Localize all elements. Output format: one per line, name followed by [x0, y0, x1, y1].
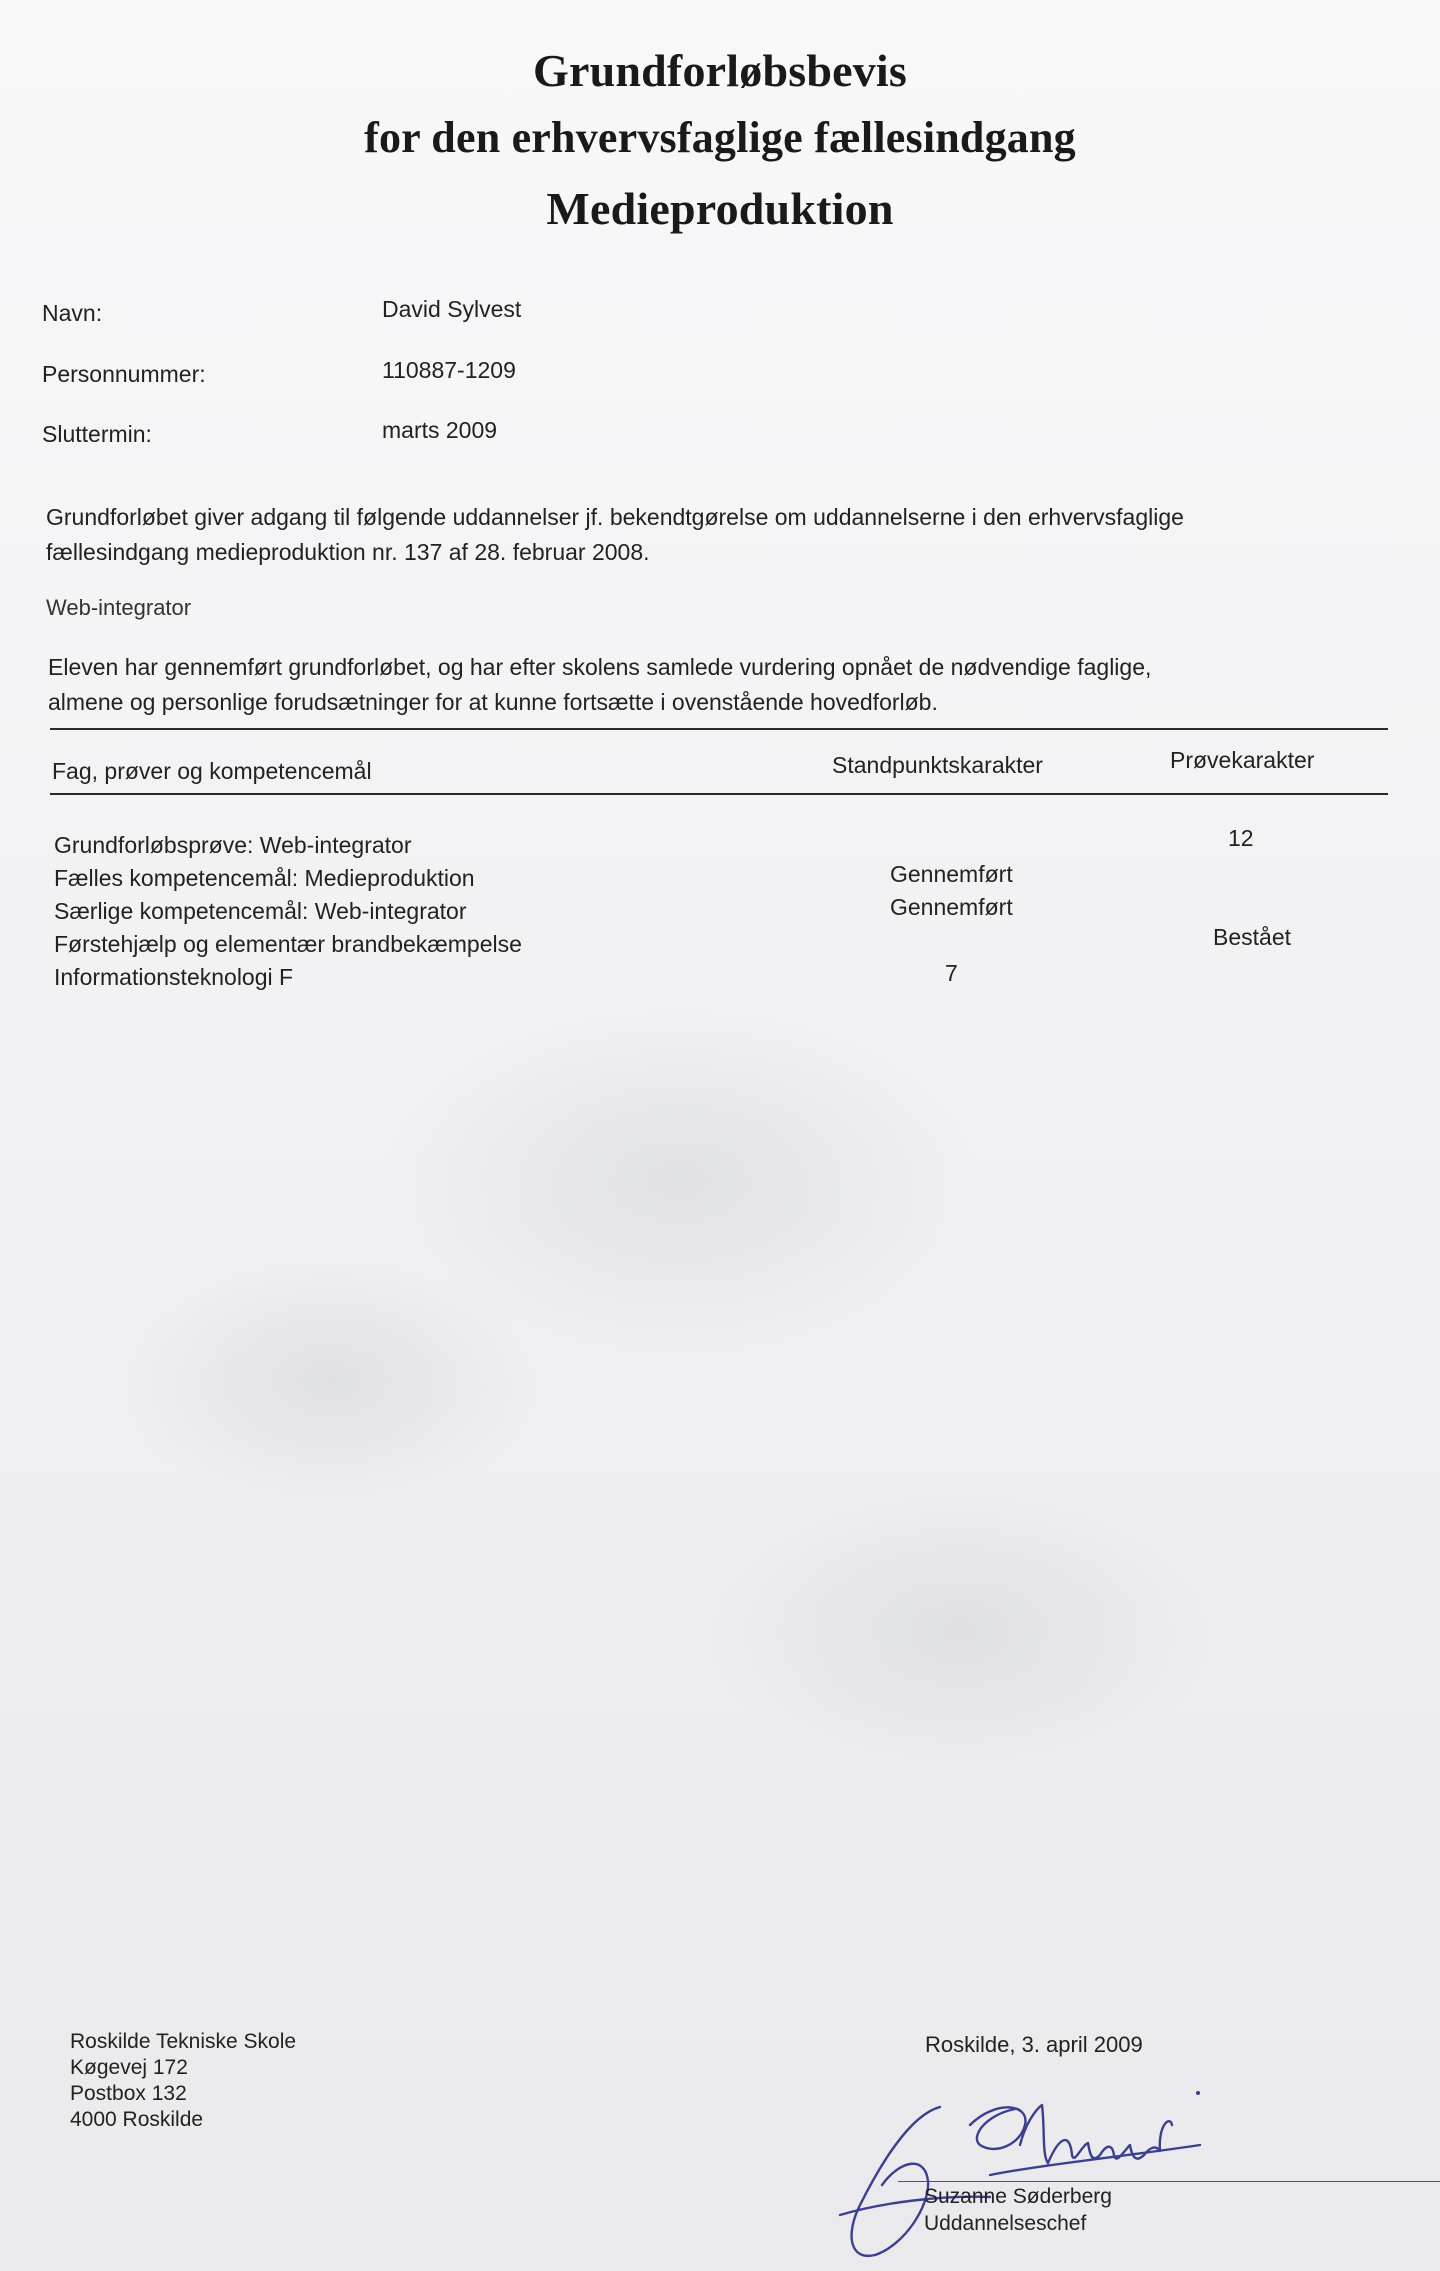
name-label: Navn:	[42, 300, 103, 326]
col-standpoint-header: Standpunktskarakter	[832, 752, 1043, 778]
title-line-1: Grundforløbsbevis	[532, 45, 908, 96]
school-name: Roskilde Tekniske Skole	[70, 2030, 297, 2053]
table-row-subject: Førstehjælp og elementær brandbekæmpelse	[54, 931, 522, 957]
table-row-subject: Informationsteknologi F	[54, 964, 294, 990]
table-row-exam: 12	[1228, 825, 1254, 851]
access-line-1: Grundforløbet giver adgang til følgende uddannelser jf. bekendtgørelse om uddannelserne i den erhvervsfaglige	[46, 504, 1184, 530]
access-paragraph	[46, 500, 1346, 570]
table-row-subject: Grundforløbsprøve: Web-integrator	[54, 832, 412, 858]
signatory-title: Uddannelseschef	[924, 2212, 1087, 2235]
school-postbox: Postbox 132	[70, 2082, 187, 2105]
name-value: David Sylvest	[382, 296, 522, 322]
col-exam-header: Prøvekarakter	[1170, 747, 1315, 773]
cpr-value: 110887-1209	[382, 357, 516, 383]
table-row-standpoint: Gennemført	[890, 894, 1013, 920]
table-row-exam: Bestået	[1213, 924, 1291, 950]
title-line-2: for den erhvervsfaglige fællesindgang	[364, 113, 1076, 162]
term-value: marts 2009	[382, 417, 498, 443]
signature-line	[898, 2181, 1440, 2182]
term-label: Sluttermin:	[42, 421, 152, 447]
signatory-name: Suzanne Søderberg	[924, 2185, 1112, 2208]
paper-wrinkle	[700, 1480, 1220, 1780]
table-row-subject: Fælles kompetencemål: Medieproduktion	[54, 865, 475, 891]
title-line-3: Medieproduktion	[546, 183, 894, 234]
assessment-line-1: Eleven har gennemført grundforløbet, og har efter skolens samlede vurdering opnået de nødvendige faglige,	[48, 654, 1152, 680]
cpr-label: Personnummer:	[42, 361, 206, 387]
assessment-paragraph	[48, 650, 1348, 720]
school-street: Køgevej 172	[70, 2056, 188, 2079]
table-header-rule	[50, 793, 1388, 795]
school-city: 4000 Roskilde	[70, 2108, 204, 2131]
table-row-subject: Særlige kompetencemål: Web-integrator	[54, 898, 467, 924]
place-date: Roskilde, 3. april 2009	[925, 2032, 1143, 2057]
col-subject-header: Fag, prøver og kompetencemål	[52, 758, 372, 784]
paper-wrinkle	[120, 1250, 540, 1510]
table-row-standpoint: 7	[945, 960, 958, 986]
education-name: Web-integrator	[46, 595, 192, 620]
paper-wrinkle	[380, 1000, 980, 1360]
table-top-rule	[50, 728, 1388, 730]
handwritten-signature	[820, 2085, 1240, 2271]
access-line-2: fællesindgang medieproduktion nr. 137 af 28. februar 2008.	[46, 539, 650, 565]
assessment-line-2: almene og personlige forudsætninger for at kunne fortsætte i ovenstående hovedforløb.	[48, 689, 938, 715]
table-row-standpoint: Gennemført	[890, 861, 1013, 887]
